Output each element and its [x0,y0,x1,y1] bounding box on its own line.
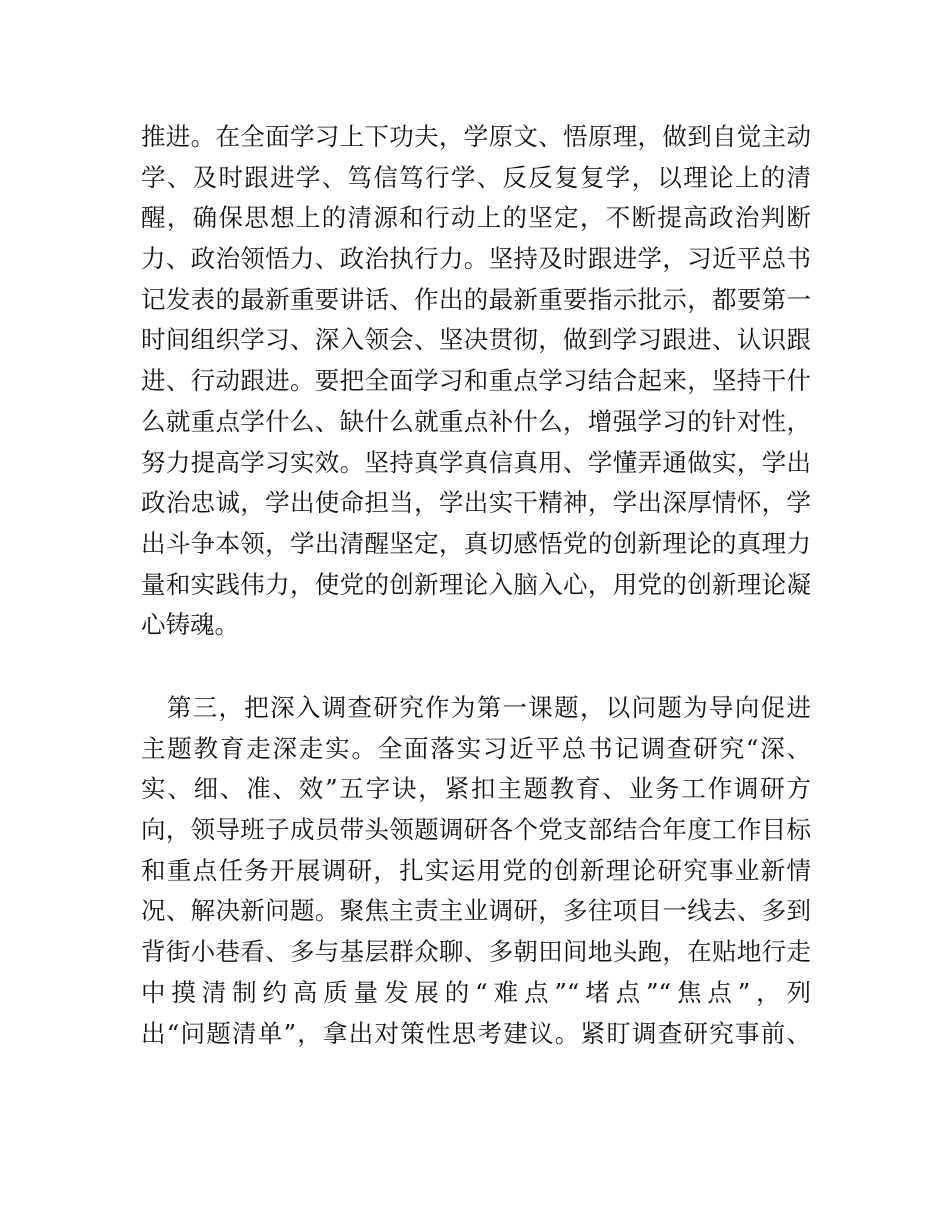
text-line: 时间组织学习、深入领会、坚决贯彻，做到学习跟进、认识跟 [141,325,811,355]
text-line: 力、政治领悟力、政治执行力。坚持及时跟进学，习近平总书 [141,244,811,274]
text-line: 和重点任务开展调研，扎实运用党的创新理论研究事业新情 [141,855,811,885]
text-line: 况、解决新问题。聚焦主责主业调研，多往项目一线去、多到 [141,896,811,926]
text-line: 量和实践伟力，使党的创新理论入脑入心，用党的创新理论凝 [141,569,811,599]
paragraph-study [141,117,811,646]
text-line: 推进。在全面学习上下功夫，学原文、悟原理，做到自觉主动 [141,122,811,151]
text-line: 中摸清制约高质量发展的“难点”“堵点”“焦点”，列 [141,977,811,1007]
paragraph-research [141,688,811,1054]
text-line: 出“问题清单”，拿出对策性思考建议。紧盯调查研究事前、 [141,1018,811,1048]
text-line: 实、细、准、效”五字诀，紧扣主题教育、业务工作调研方 [141,774,811,804]
text-line: 向，领导班子成员带头领题调研各个党支部结合年度工作目标 [141,815,811,845]
text-line: 醒，确保思想上的清源和行动上的坚定，不断提高政治判断 [141,203,811,233]
text-line: 背街小巷看、多与基层群众聊、多朝田间地头跑，在贴地行走 [141,937,811,967]
text-line: 主题教育走深走实。全面落实习近平总书记调查研究“深、 [141,733,811,763]
text-line: 心铸魂。 [141,610,239,640]
text-line: 进、行动跟进。要把全面学习和重点学习结合起来，坚持干什 [141,366,811,396]
text-line: 么就重点学什么、缺什么就重点补什么，增强学习的针对性， [141,406,811,436]
text-line: 出斗争本领，学出清醒坚定，真切感悟党的创新理论的真理力 [141,528,811,558]
text-line: 第三，把深入调查研究作为第一课题，以问题为导向促进 [141,693,811,722]
text-line: 努力提高学习实效。坚持真学真信真用、学懂弄通做实，学出 [141,447,811,477]
text-line: 记发表的最新重要讲话、作出的最新重要指示批示，都要第一 [141,284,811,314]
text-line: 政治忠诚，学出使命担当，学出实干精神，学出深厚情怀，学 [141,488,811,518]
text-line: 学、及时跟进学、笃信笃行学、反反复复学，以理论上的清 [141,162,811,192]
